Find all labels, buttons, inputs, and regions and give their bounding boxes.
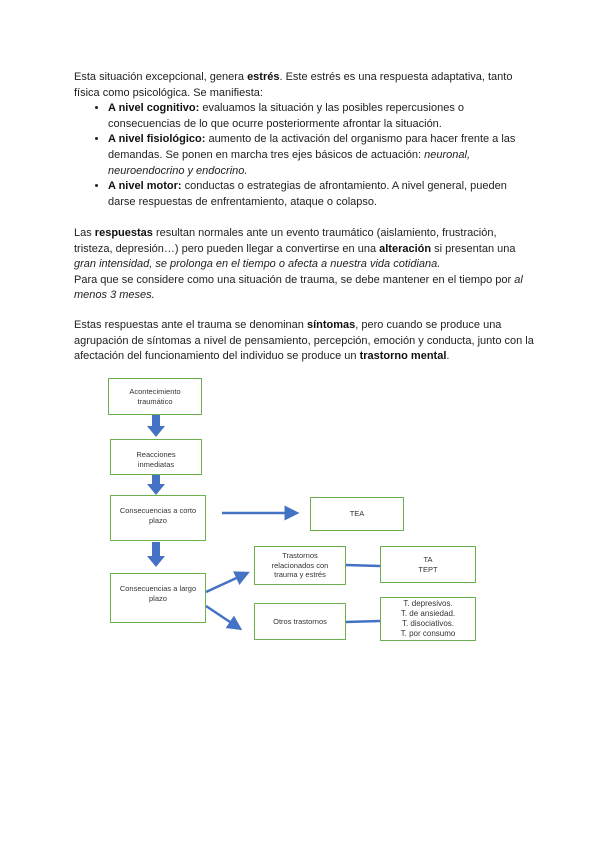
alteration-term: alteración <box>379 242 432 255</box>
other-list-label: T. depresivos. T. de ansiedad. T. disociativos. T. por consumo <box>400 599 456 638</box>
bullet-text: conductas o estrategias de afrontamiento. A nivel general, pueden darse respuestas de enfrentamiento, ataque o colapso. <box>108 180 507 208</box>
down-arrow-2 <box>147 472 165 495</box>
bullet-text: evaluamos la situación y las posibles repercusiones o consecuencias de lo que ocurre posteriormente afrontar la situación. <box>108 102 465 130</box>
intro-text-cont: . Este estrés es una respuesta adaptativa, tanto física como psicológica. Se manifiesta: <box>74 71 513 99</box>
bullet-italic: neuronal, neuroendocrino y endocrino. <box>108 148 471 177</box>
arrow-to-trauma-disorders <box>206 575 243 592</box>
text: . <box>446 350 450 363</box>
text: Estas respuestas ante el trauma se denominan <box>74 319 307 331</box>
trauma-disorders-label: Trastornos relacionados con trauma y estrés <box>271 551 329 580</box>
italic-text: gran intensidad, se prolonga en el tiempo o afecta a nuestra vida cotidiana. <box>74 258 441 271</box>
other-list-box <box>380 597 476 641</box>
text: Las <box>74 227 95 239</box>
bullet-label: A nivel fisiológico: <box>108 133 206 146</box>
short-term-label: Consecuencias a corto plazo <box>119 506 197 525</box>
down-arrow-1 <box>147 414 165 437</box>
italic-text: al menos 3 meses. <box>74 273 523 302</box>
immediate-label: Reacciones inmediatas <box>136 450 176 469</box>
long-term-box <box>110 573 206 623</box>
immediate-reactions-box <box>110 439 202 475</box>
other-disorders-label: Otros trastornos <box>273 616 327 626</box>
connector-to-other-list <box>345 621 380 622</box>
long-term-label: Consecuencias a largo plazo <box>119 584 197 603</box>
ta-tept-box <box>380 546 476 583</box>
bullet-label: A nivel cognitivo: <box>108 102 200 115</box>
trauma-disorders-box <box>254 546 346 585</box>
responses-term: respuestas <box>94 227 153 239</box>
short-term-box <box>110 495 206 541</box>
tea-label: TEA <box>349 509 365 519</box>
tea-box <box>310 497 404 531</box>
connector-to-ta-tept <box>346 565 380 566</box>
event-box <box>108 378 202 415</box>
other-disorders-box <box>254 603 346 640</box>
text: si presentan una <box>431 242 516 255</box>
bullet-text: aumento de la activación del organismo para hacer frente a las demandas. Se ponen en marcha tres ejes básicos de actuación: <box>108 133 516 161</box>
text: , pero cuando se produce una agrupación de síntomas a nivel de pensamiento, percepción, emoción y conducta, junto con la afectación del funcionamiento del individuo se produce un <box>74 319 534 363</box>
mental-disorder-term: trastorno mental <box>359 350 447 363</box>
event-label: Acontecimiento traumático <box>129 387 181 406</box>
stress-term: estrés <box>247 71 280 83</box>
bullet-label: A nivel motor: <box>108 180 182 193</box>
symptoms-term: síntomas <box>306 319 356 331</box>
intro-text: Esta situación excepcional, genera <box>74 71 248 83</box>
arrow-to-other-disorders <box>206 606 236 626</box>
text: resultan normales ante un evento traumático (aislamiento, frustración, tristeza, depresión…) pero pueden llegar a convertirse en una <box>74 227 497 255</box>
text: Para que se considere como una situación de trauma, se debe mantener en el tiempo por <box>74 273 515 286</box>
down-arrow-3 <box>147 542 165 567</box>
ta-tept-label: TA TEPT <box>418 555 438 574</box>
